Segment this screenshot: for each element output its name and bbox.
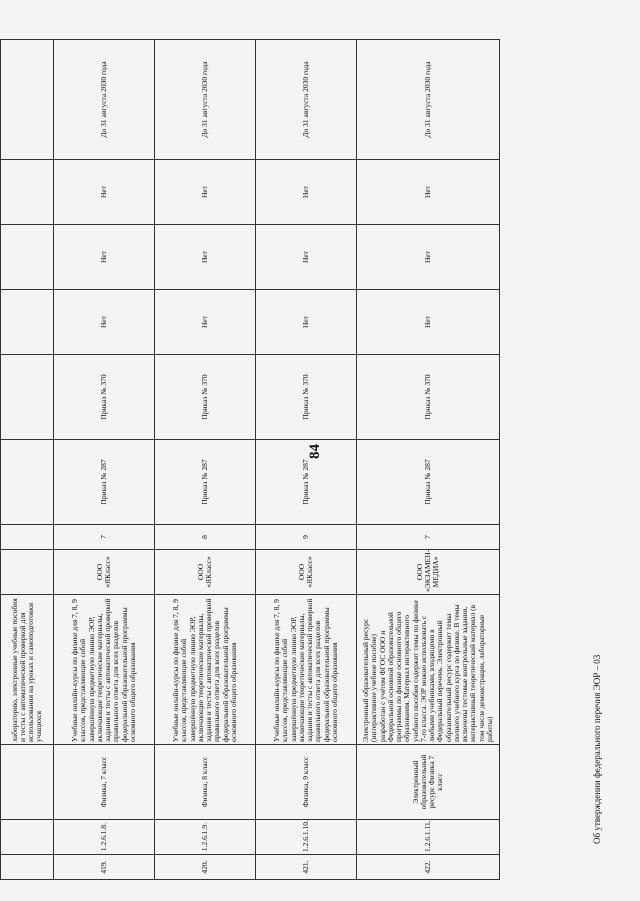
- cell-order-1: Приказ № 287: [357, 440, 500, 525]
- cell-flag-3: Нет: [54, 160, 155, 225]
- cell-number: 420.: [155, 855, 256, 880]
- cell-term: До 31 августа 2030 года: [54, 40, 155, 160]
- cell-name: Электронный образовательный ресурс Физика 7 класс: [357, 745, 500, 820]
- cell-flag-1: Нет: [155, 290, 256, 355]
- table-row-continuation: [1, 40, 54, 880]
- cell-order-1: Приказ № 287: [54, 440, 155, 525]
- cell-grade: 7: [54, 525, 155, 550]
- cell-flag-1: Нет: [357, 290, 500, 355]
- cell-flag-2: Нет: [357, 225, 500, 290]
- cell-name: Физика, 9 класс: [256, 745, 357, 820]
- cell-grade: 7: [357, 525, 500, 550]
- cell-term: До 31 августа 2030 года: [357, 40, 500, 160]
- cell-order-1: Приказ № 287: [155, 440, 256, 525]
- cell-name: Физика, 7 класс: [54, 745, 155, 820]
- cell-code: 1.2.6.1.10.: [256, 820, 357, 855]
- cell-term: До 31 августа 2030 года: [155, 40, 256, 160]
- cell-order-1: Приказ № 287: [256, 440, 357, 525]
- table-row: [155, 40, 256, 880]
- cell-description: лабораторию, электронные учебные пособия и тесты с автоматической проверкой для использования на уроках и самоподготовки учащихся: [1, 595, 54, 745]
- cell-number: 419.: [54, 855, 155, 880]
- cell-flag-1: Нет: [54, 290, 155, 355]
- cell-flag-3: Нет: [256, 160, 357, 225]
- cell-organization: ООО «ЯКласс»: [256, 550, 357, 595]
- cell-organization: ООО «ЯКласс»: [54, 550, 155, 595]
- cell-description: Учебные онлайн-курсы по физике для 7, 8, 9 классов, представляющие собой завершённую предметную линию ЭОР, включающие теоретические материалы, задания и тесты с автоматической проверкой правильного ответа для всех разделов федеральной образовательной программы основного общего образования: [256, 595, 357, 745]
- cell-grade: 8: [155, 525, 256, 550]
- cell-description: Электронный образовательный ресурс (интерактивное учебное пособие) разработан с учётом ФГОС ООО и Федеральной основной образовательной программы по физике основного общего образования. Материал интерактивного учебного пособия содержит темы по физике 7-го класса. ЭОР можно использовать с любыми учебниками, входящими в Федеральный перечень. Электронный образовательный ресурс содержит темы полного учебного курса по физике. В темы включены тестовые контрольные задания, интерактивный теоретический материал (в том числе демонстрации, лабораторные работы): [357, 595, 500, 745]
- footer-note: Об утверждении федерального перечня ЭОР – 03: [592, 654, 602, 844]
- cell-code: 1.2.6.1.9.: [155, 820, 256, 855]
- table-row: [54, 40, 155, 880]
- cell-order-2: Приказ № 370: [357, 355, 500, 440]
- cell-flag-2: Нет: [155, 225, 256, 290]
- rotated-table-container: [0, 40, 494, 880]
- cell-number: 422.: [357, 855, 500, 880]
- cell-flag-2: Нет: [256, 225, 357, 290]
- cell-order-2: Приказ № 370: [54, 355, 155, 440]
- table-row: [357, 40, 500, 880]
- cell-order-2: Приказ № 370: [155, 355, 256, 440]
- cell-flag-3: Нет: [155, 160, 256, 225]
- cell-flag-1: Нет: [256, 290, 357, 355]
- cell-order-2: Приказ № 370: [256, 355, 357, 440]
- cell-code: 1.2.6.1.11.: [357, 820, 500, 855]
- page-number: 84: [307, 444, 323, 459]
- cell-number: 421.: [256, 855, 357, 880]
- cell-code: 1.2.6.1.8.: [54, 820, 155, 855]
- cell-name: Физика, 8 класс: [155, 745, 256, 820]
- cell-organization: ООО «ЯКласс»: [155, 550, 256, 595]
- cell-flag-2: Нет: [54, 225, 155, 290]
- cell-grade: 9: [256, 525, 357, 550]
- cell-description: Учебные онлайн-курсы по физике для 7, 8, 9 классов, представляющие собой завершённую предметную линию ЭОР, включающие теоретические материалы, задания и тесты с автоматической проверкой правильного ответа для всех разделов федеральной образовательной программы основного общего образования: [155, 595, 256, 745]
- cell-description: Учебные онлайн-курсы по физике для 7, 8, 9 классов, представляющие собой завершённую предметную линию ЭОР, включающие теоретические материалы, задания и тесты с автоматической проверкой правильного ответа для всех разделов федеральной образовательной программы основного общего образования: [54, 595, 155, 745]
- eor-table: [0, 39, 500, 880]
- table-row: [256, 40, 357, 880]
- cell-term: До 31 августа 2030 года: [256, 40, 357, 160]
- cell-flag-3: Нет: [357, 160, 500, 225]
- cell-organization: ООО «ЭКЗАМЕН-МЕДИА»: [357, 550, 500, 595]
